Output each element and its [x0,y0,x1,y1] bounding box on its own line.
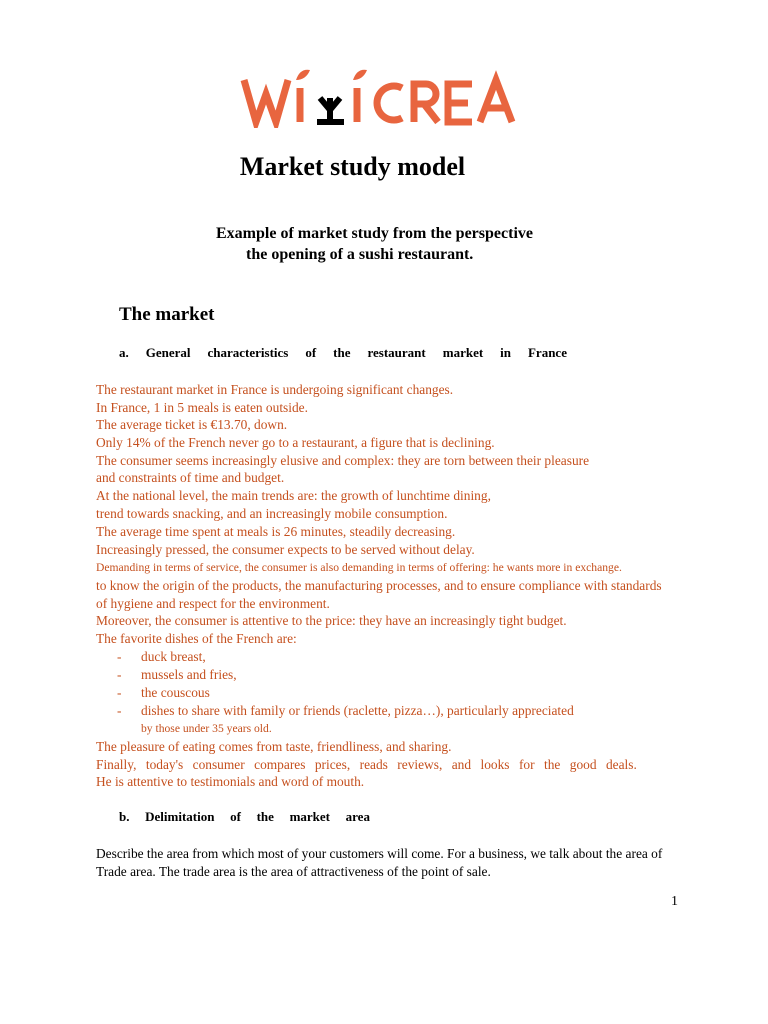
wikicrea-logo [240,66,535,128]
paragraph-line: Describe the area from which most of your customers will come. For a business, we talk about the area of [96,846,663,861]
body-line: At the national level, the main trends are: the growth of lunchtime dining, [96,488,491,503]
body-line: In France, 1 in 5 meals is eaten outside. [96,400,308,415]
body-line-justified: Finally, today's consumer compares prices, reads reviews, and looks for the good deals. [96,757,637,772]
list-item-continuation: by those under 35 years old. [141,722,272,735]
list-item: - mussels and fries, [117,667,237,682]
subsection-heading-b: b. Delimitation of the market area [119,809,370,824]
body-line: He is attentive to testimonials and word of mouth. [96,774,365,789]
subsection-letter: b. [119,809,130,824]
body-line: Increasingly pressed, the consumer expects to be served without delay. [96,542,475,557]
list-item: - the couscous [117,685,210,700]
body-line: of hygiene and respect for the environment. [96,596,330,611]
body-line: Only 14% of the French never go to a restaurant, a figure that is declining. [96,435,495,450]
body-line: The average time spent at meals is 26 minutes, steadily decreasing. [96,524,456,539]
body-line: The consumer seems increasingly elusive and complex: they are torn between their pleasure [96,453,590,468]
page-number: 1 [671,894,678,909]
subtitle-line-1: Example of market study from the perspective [216,225,533,242]
body-line: The restaurant market in France is undergoing significant changes. [96,382,454,397]
body-line: The pleasure of eating comes from taste, friendliness, and sharing. [96,739,452,754]
list-item: - duck breast, [117,649,206,664]
body-line: trend towards snacking, and an increasingly mobile consumption. [96,506,448,521]
page-title: Market study model [239,152,466,181]
body-line: Moreover, the consumer is attentive to the price: they have an increasingly tight budget. [96,613,567,628]
body-line: The favorite dishes of the French are: [96,631,297,646]
subsection-heading-a: a. General characteristics of the restaurant market in France [119,345,567,360]
section-heading: The market [119,304,215,325]
body-line: The average ticket is €13.70, down. [96,417,288,432]
body-line: to know the origin of the products, the manufacturing processes, and to ensure compliance with standards [96,578,662,593]
subsection-letter: a. [119,345,129,360]
paragraph-line: Trade area. The trade area is the area of attractiveness of the point of sale. [96,864,491,879]
list-item: - dishes to share with family or friends (raclette, pizza…), particularly appreciated [117,703,574,718]
body-line: and constraints of time and budget. [96,470,285,485]
body-line: Demanding in terms of service, the consumer is also demanding in terms of offering: he wants more in exchange. [96,561,622,574]
subtitle-line-2: the opening of a sushi restaurant. [246,246,474,263]
